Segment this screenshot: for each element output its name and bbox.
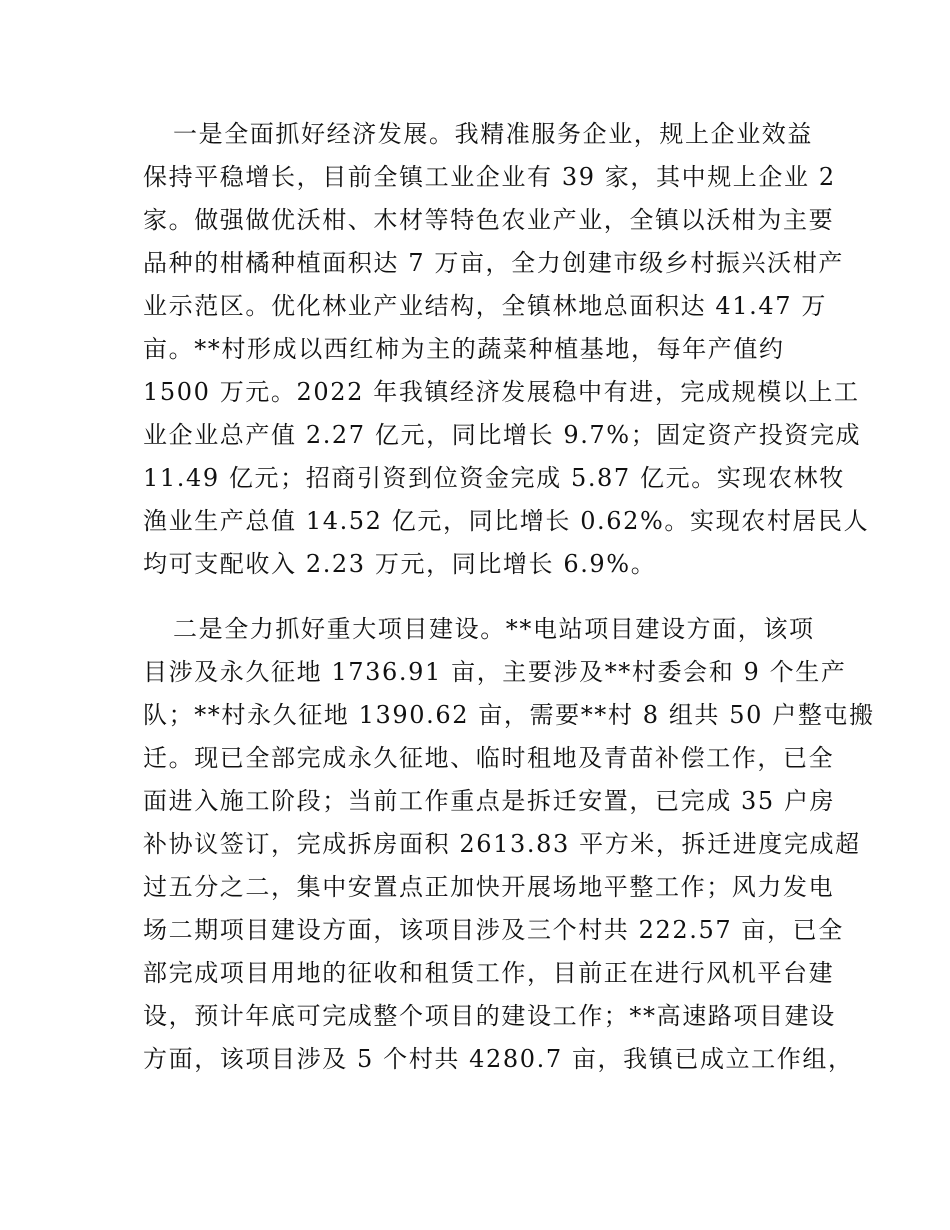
text-line: 队；**村永久征地 1390.62 亩，需要**村 8 组共 50 户整屯搬: [143, 701, 875, 729]
text-line: 二是全力抓好重大项目建设。**电站项目建设方面，该项: [173, 615, 815, 643]
text-line: 保持平稳增长，目前全镇工业企业有 39 家，其中规上企业 2: [143, 163, 836, 191]
text-line: 11.49 亿元；招商引资到位资金完成 5.87 亿元。实现农林牧: [143, 464, 845, 492]
text-line: 过五分之二，集中安置点正加快开展场地平整工作；风力发电: [143, 873, 835, 901]
text-line: 业示范区。优化林业产业结构，全镇林地总面积达 41.47 万: [143, 292, 827, 320]
text-line: 一是全面抓好经济发展。我精准服务企业，规上企业效益: [173, 120, 813, 148]
text-line: 品种的柑橘种植面积达 7 万亩，全力创建市级乡村振兴沃柑产: [143, 249, 844, 277]
text-line: 场二期项目建设方面，该项目涉及三个村共 222.57 亩，已全: [143, 916, 844, 944]
text-line: 设，预计年底可完成整个项目的建设工作；**高速路项目建设: [143, 1002, 836, 1030]
text-line: 均可支配收入 2.23 万元，同比增长 6.9%。: [143, 550, 657, 578]
text-line: 1500 万元。2022 年我镇经济发展稳中有进，完成规模以上工: [143, 378, 860, 406]
text-line: 业企业总产值 2.27 亿元，同比增长 9.7%；固定资产投资完成: [143, 421, 862, 449]
text-line: 补协议签订，完成拆房面积 2613.83 平方米，拆迁进度完成超: [143, 830, 861, 858]
text-line: 渔业生产总值 14.52 亿元，同比增长 0.62%。实现农村居民人: [143, 507, 870, 535]
text-line: 迁。现已全部完成永久征地、临时租地及青苗补偿工作，已全: [143, 744, 835, 772]
text-line: 亩。**村形成以西红柿为主的蔬菜种植基地，每年产值约: [143, 335, 785, 363]
text-line: 方面，该项目涉及 5 个村共 4280.7 亩，我镇已成立工作组，: [143, 1045, 854, 1073]
text-line: 目涉及永久征地 1736.91 亩，主要涉及**村委会和 9 个生产: [143, 658, 847, 686]
text-line: 家。做强做优沃柑、木材等特色农业产业，全镇以沃柑为主要: [143, 206, 835, 234]
text-line: 部完成项目用地的征收和租赁工作，目前正在进行风机平台建: [143, 959, 835, 987]
text-line: 面进入施工阶段；当前工作重点是拆迁安置，已完成 35 户房: [143, 787, 836, 815]
